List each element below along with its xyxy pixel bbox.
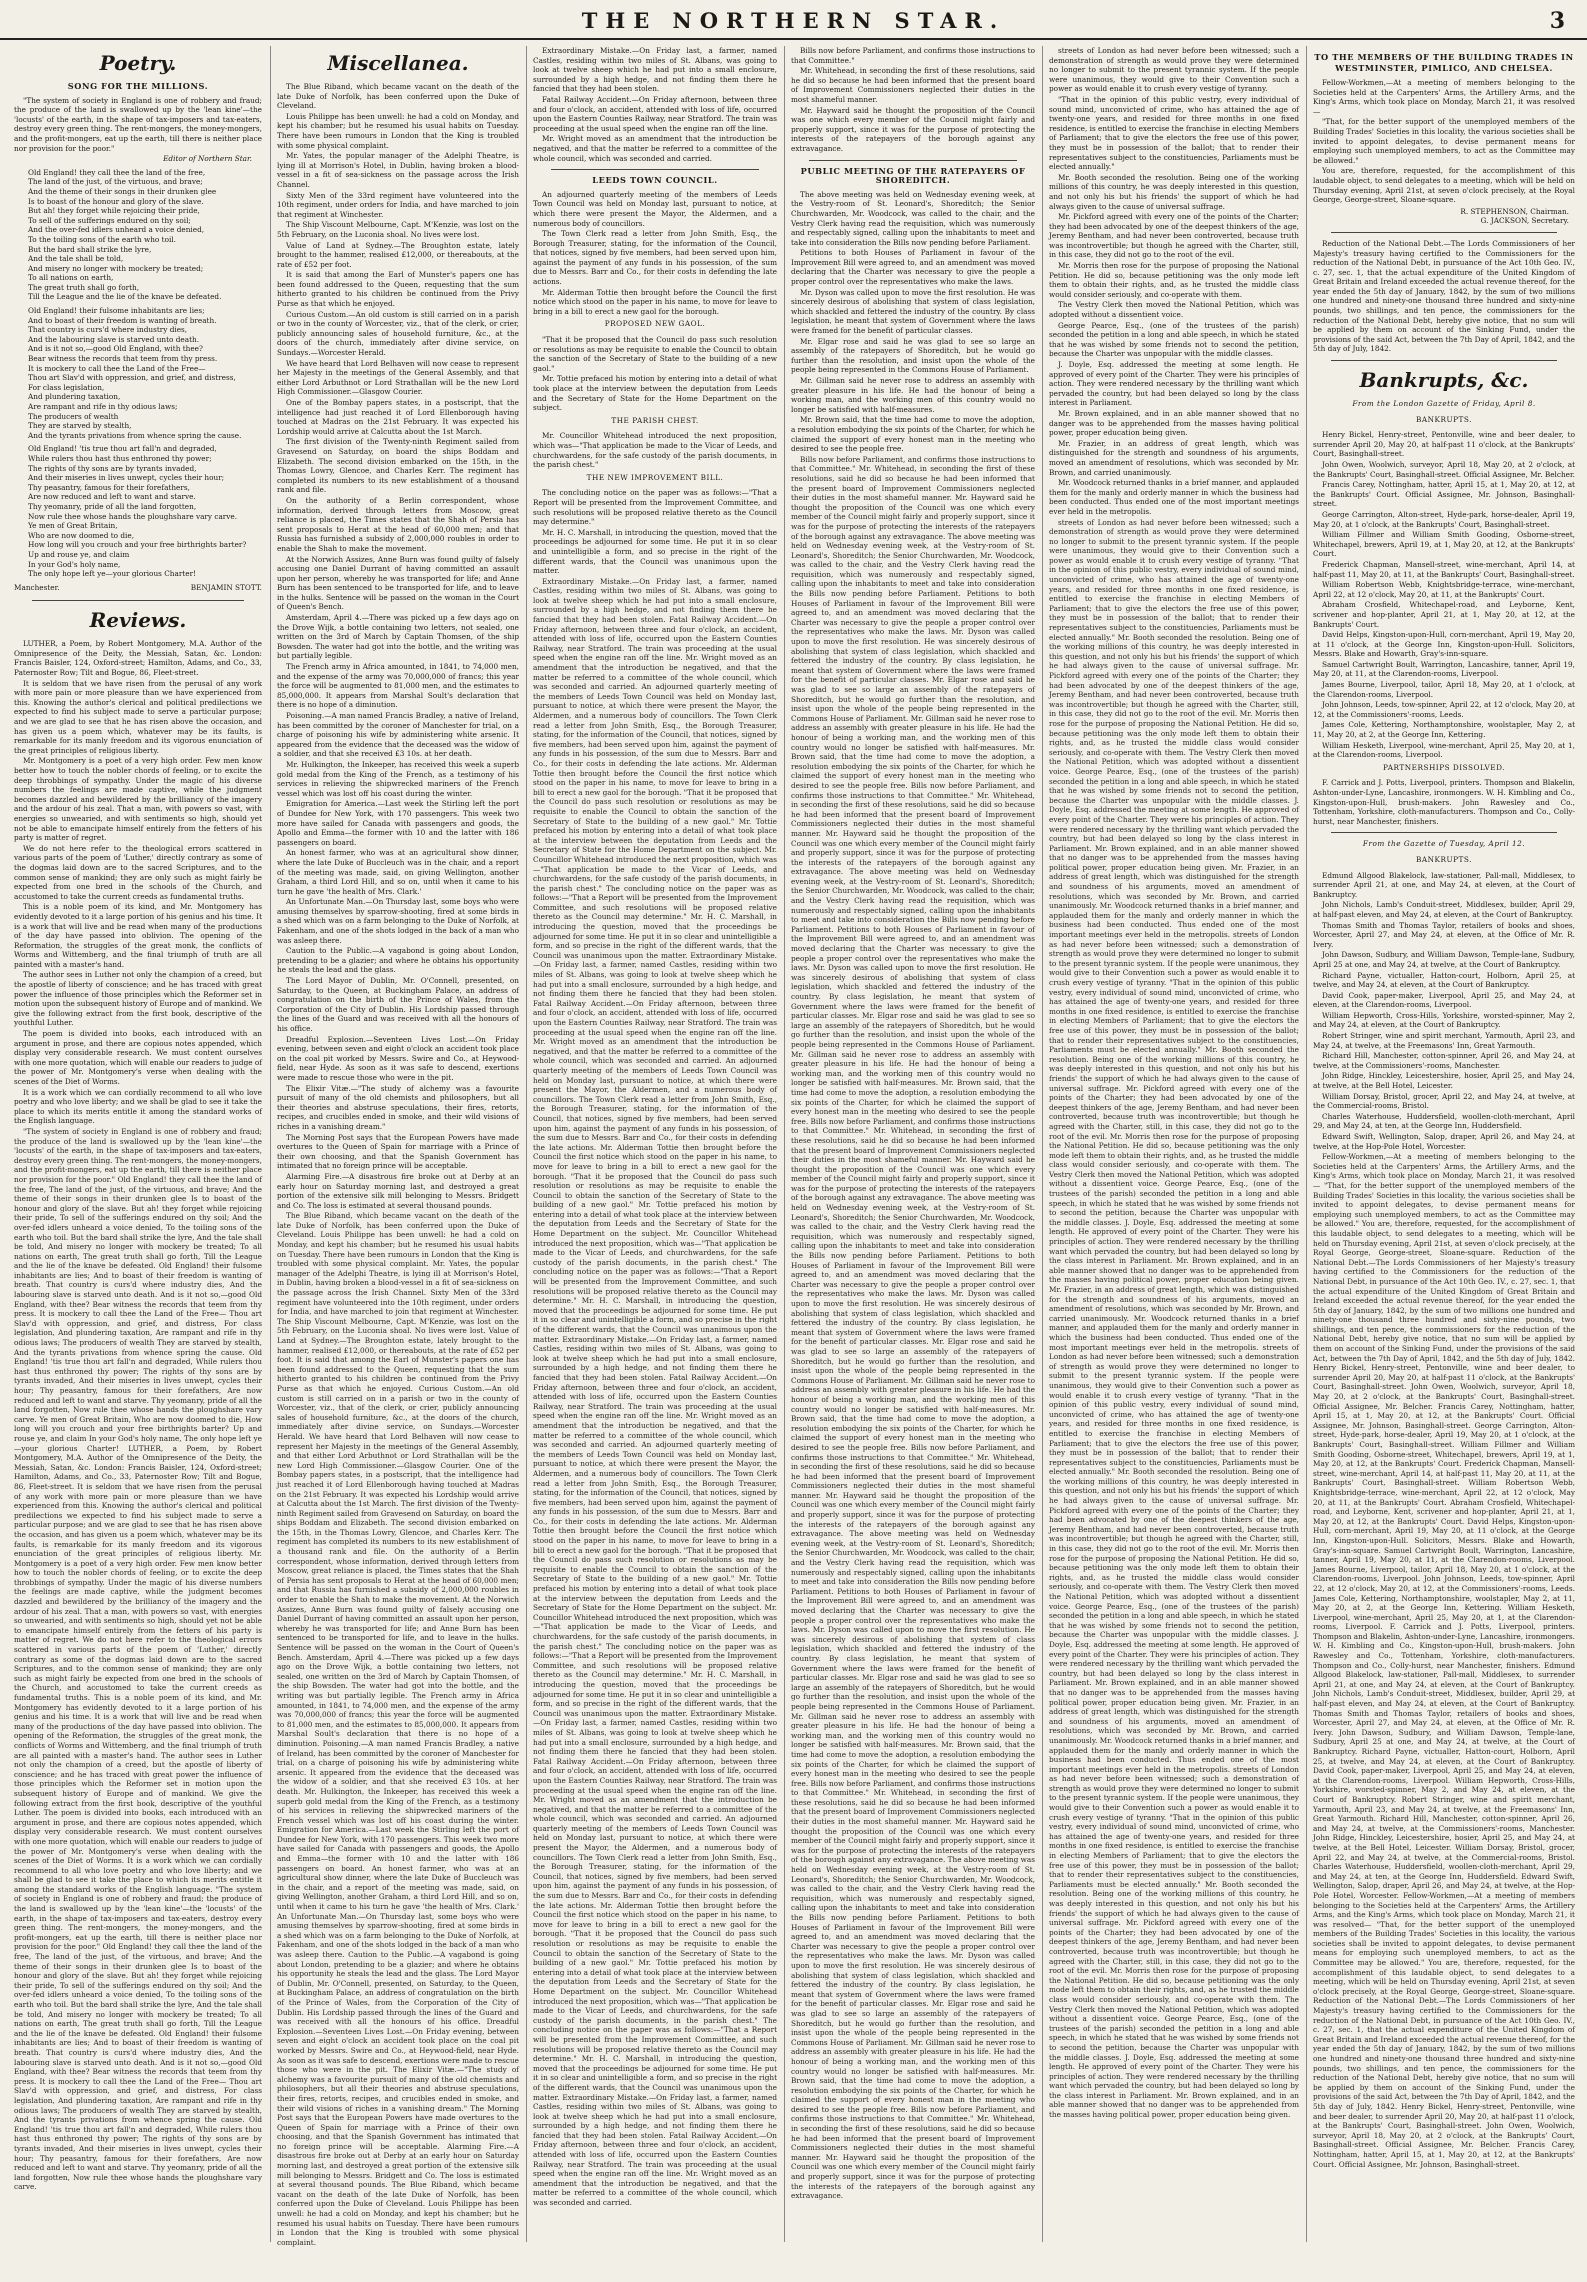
signature-name: BENJAMIN STOTT. <box>190 582 262 592</box>
meeting-paragraph: Mr. Gillman said he never rose to address an assembly with greater pleasure in his life. He had the honour of being a working man, and the working men of this country would no longer be satisfied with half-measures. <box>791 376 1035 414</box>
poem-line: The land of the just, of the virtuous, and brave; <box>28 177 203 187</box>
bankrupt-entry: Thomas Smith and Thomas Taylor, retailers of books and shoes, Worcester, April 27, and May 24, at eleven, at the Office of Mr. R. Ivery. <box>1313 920 1575 949</box>
bankrupt-entry: Abraham Crosfield, Whitechapel-road, and Leyborne, Kent, scrivener and hop-planter, April 21, at 1, May 20, at 12, at the Bankrupts' Court. <box>1313 600 1575 629</box>
bankrupt-entry: Robert Stringer, wine and spirit merchant, Yarmouth, April 23, and May 24, at twelve, at the Freemasons' Inn, Great Yarmouth. <box>1313 1031 1575 1050</box>
bankrupt-entry: Edward Swift, Wellington, Salop, draper, April 26, and May 24, at twelve, at the Hop-Pole Hotel, Worcester. <box>1313 1132 1575 1151</box>
bankrupt-entry: John Owen, Woolwich, surveyor, April 18, May 20, at 2 o'clock, at the Bankrupts' Court, Basinghall-street. Official Assignee, Mr. Belcher. <box>1313 460 1575 479</box>
poem-line: The great truth shall go forth, <box>28 282 140 292</box>
notice-paragraph: Fellow-Workmen,—At a meeting of members belonging to the Societies held at the Carpenters' Arms, the Artillery Arms, and the King's Arms, which took place on Monday, March 21, it was resolved— <box>1313 78 1575 116</box>
continued-text-block: Extraordinary Mistake.—On Friday last, a farmer, named Castles, residing within two miles of St. Albans, was going to look at twelve sheep which he had put into a small enclosure, surrounded by a high hedge, and not finding them there he fancied that they had been stolen. Fatal Railway Accident.—On Friday afternoon, between three and four o'clock, an accident, attended with loss of life, occurred upon the Eastern Counties Railway, near Stratford. The train was proceeding at the usual speed when the engine ran off the line. Mr. Wright moved as an amendment that the introduction be negatived, and that the matter be referred to a committee of the whole council, which was seconded and carried. An adjourned quarterly meeting of the members of Leeds Town Council was held on Monday last, pursuant to notice, at which there were present the Mayor, the Aldermen, and a numerous body of councillors. The Town Clerk read a letter from John Smith, Esq., the Borough Treasurer, stating, for the information of the Council, that notices, signed by five members, had been served upon him, against the payment of any funds in his possession, of the sum due to Messrs. Barr and Co., for their costs in defending the late actions. Mr. Alderman Tottie then brought before the Council the first notice which stood on the paper in his name, to move for leave to bring in a bill to erect a new gaol for the borough. "That it be proposed that the Council do pass such resolution or resolutions as may be requisite to enable the Council to obtain the sanction of the Secretary of State to the building of a new gaol." Mr. Tottie prefaced his motion by entering into a detail of what took place at the interview between the deputation from Leeds and the Secretary of State for the Home Department on the subject. Mr. Councillor Whitehead introduced the next proposition, which was—"That application be made to the Vicar of Leeds, and churchwardens, for the safe custody of the parish documents, in the parish chest." The concluding notice on the paper was as follows:—"That a Report will be presented from the Improvement Committee, and such resolutions will be proposed relative thereto as the Council may determine." Mr. H. C. Marshall, in introducing the question, moved that the proceedings be adjourned for some time. He put it in so clear and unintelligible a form, and so precise in the right of the different wards, that the Council was unanimous upon the matter. Extraordinary Mistake.—On Friday last, a farmer, named Castles, residing within two miles of St. Albans, was going to look at twelve sheep which he had put into a small enclosure, surrounded by a high hedge, and not finding them there he fancied that they had been stolen. Fatal Railway Accident.—On Friday afternoon, between three and four o'clock, an accident, attended with loss of life, occurred upon the Eastern Counties Railway, near Stratford. The train was proceeding at the usual speed when the engine ran off the line. Mr. Wright moved as an amendment that the introduction be negatived, and that the matter be referred to a committee of the whole council, which was seconded and carried. An adjourned quarterly meeting of the members of Leeds Town Council was held on Monday last, pursuant to notice, at which there were present the Mayor, the Aldermen, and a numerous body of councillors. The Town Clerk read a letter from John Smith, Esq., the Borough Treasurer, stating, for the information of the Council, that notices, signed by five members, had been served upon him, against the payment of any funds in his possession, of the sum due to Messrs. Barr and Co., for their costs in defending the late actions. Mr. Alderman Tottie then brought before the Council the first notice which stood on the paper in his name, to move for leave to bring in a bill to erect a new gaol for the borough. "That it be proposed that the Council do pass such resolution or resolutions as may be requisite to enable the Council to obtain the sanction of the Secretary of State to the building of a new gaol." Mr. Tottie prefaced his motion by entering into a detail of what took place at the interview between the deputation from Leeds and the Secretary of State for the Home Department on the subject. Mr. Councillor Whitehead introduced the next proposition, which was—"That application be made to the Vicar of Leeds, and churchwardens, for the safe custody of the parish documents, in the parish chest." The concluding notice on the paper was as follows:—"That a Report will be presented from the Improvement Committee, and such resolutions will be proposed relative thereto as the Council may determine." Mr. H. C. Marshall, in introducing the question, moved that the proceedings be adjourned for some time. He put it in so clear and unintelligible a form, and so precise in the right of the different wards, that the Council was unanimous upon the matter. Extraordinary Mistake.—On Friday last, a farmer, named Castles, residing within two miles of St. Albans, was going to look at twelve sheep which he had put into a small enclosure, surrounded by a high hedge, and not finding them there he fancied that they had been stolen. Fatal Railway Accident.—On Friday afternoon, between three and four o'clock, an accident, attended with loss of life, occurred upon the Eastern Counties Railway, near Stratford. The train was proceeding at the usual speed when the engine ran off the line. Mr. Wright moved as an amendment that the introduction be negatived, and that the matter be referred to a committee of the whole council, which was seconded and carried. An adjourned quarterly meeting of the members of Leeds Town Council was held on Monday last, pursuant to notice, at which there were present the Mayor, the Aldermen, and a numerous body of councillors. The Town Clerk read a letter from John Smith, Esq., the Borough Treasurer, stating, for the information of the Council, that notices, signed by five members, had been served upon him, against the payment of any funds in his possession, of the sum due to Messrs. Barr and Co., for their costs in defending the late actions. Mr. Alderman Tottie then brought before the Council the first notice which stood on the paper in his name, to move for leave to bring in a bill to erect a new gaol for the borough. "That it be proposed that the Council do pass such resolution or resolutions as may be requisite to enable the Council to obtain the sanction of the Secretary of State to the building of a new gaol." Mr. Tottie prefaced his motion by entering into a detail of what took place at the interview between the deputation from Leeds and the Secretary of State for the Home Department on the subject. Mr. Councillor Whitehead introduced the next proposition, which was—"That application be made to the Vicar of Leeds, and churchwardens, for the safe custody of the parish documents, in the parish chest." The concluding notice on the paper was as follows:—"That a Report will be presented from the Improvement Committee, and such resolutions will be proposed relative thereto as the Council may determine." Mr. H. C. Marshall, in introducing the question, moved that the proceedings be adjourned for some time. He put it in so clear and unintelligible a form, and so precise in the right of the different wards, that the Council was unanimous upon the matter. Extraordinary Mistake.—On Friday last, a farmer, named Castles, residing within two miles of St. Albans, was going to look at twelve sheep which he had put into a small enclosure, surrounded by a high hedge, and not finding them there he fancied that they had been stolen. Fatal Railway Accident.—On Friday afternoon, between three and four o'clock, an accident, attended with loss of life, occurred upon the Eastern Counties Railway, near Stratford. The train was proceeding at the usual speed when the engine ran off the line. Mr. Wright moved as an amendment that the introduction be negatived, and that the matter be referred to a committee of the whole council, which was seconded and carried. An adjourned quarterly meeting of the members of Leeds Town Council was held on Monday last, pursuant to notice, at which there were present the Mayor, the Aldermen, and a numerous body of councillors. The Town Clerk read a letter from John Smith, Esq., the Borough Treasurer, stating, for the information of the Council, that notices, signed by five members, had been served upon him, against the payment of any funds in his possession, of the sum due to Messrs. Barr and Co., for their costs in defending the late actions. Mr. Alderman Tottie then brought before the Council the first notice which stood on the paper in his name, to move for leave to bring in a bill to erect a new gaol for the borough. "That it be proposed that the Council do pass such resolution or resolutions as may be requisite to enable the Council to obtain the sanction of the Secretary of State to the building of a new gaol." Mr. Tottie prefaced his motion by entering into a detail of what took place at the interview between the deputation from Leeds and the Secretary of State for the Home Department on the subject. Mr. Councillor Whitehead introduced the next proposition, which was—"That application be made to the Vicar of Leeds, and churchwardens, for the safe custody of the parish documents, in the parish chest." The concluding notice on the paper was as follows:—"That a Report will be presented from the Improvement Committee, and such resolutions will be proposed relative thereto as the Council may determine." Mr. H. C. Marshall, in introducing the question, moved that the proceedings be adjourned for some time. He put it in so clear and unintelligible a form, and so precise in the right of the different wards, that the Council was unanimous upon the matter. Extraordinary Mistake.—On Friday last, a farmer, named Castles, residing within two miles of St. Albans, was going to look at twelve sheep which he had put into a small enclosure, surrounded by a high hedge, and not finding them there he fancied that they had been stolen. Fatal Railway Accident.—On Friday afternoon, between three and four o'clock, an accident, attended with loss of life, occurred upon the Eastern Counties Railway, near Stratford. The train was proceeding at the usual speed when the engine ran off the line. Mr. Wright moved as an amendment that the introduction be negatived, and that the matter be referred to a committee of the whole council, which was seconded and carried. <box>533 576 777 2208</box>
poem-title: SONG FOR THE MILLIONS. <box>67 81 209 91</box>
poem-line: And the tale shall be told, <box>28 254 124 264</box>
partnerships-dissolved: F. Carrick and J. Potts, Liverpool, printers. Thompson and Blakelin, Ashton-under-Lyne, Lancashire, ironmongers. W. H. Kimbling and Co., Kingston-upon-Hull, brush-makers. John Rawesley and Co., Tottenham, Yorkshire, cloth-manufacturers. Thompson and Co., Colly-hurst, near Manchester, finishers. <box>1313 778 1575 826</box>
miscellanea-item: The Lord Mayor of Dublin, Mr. O'Connell, presented, on Saturday, to the Queen, at Buckingham Palace, an address of congratulation on the birth of the Prince of Wales, from the Corporation of the City of Dublin. His Lordship passed through the lines of the Guard and was received with all the honours of his office. <box>277 976 519 1033</box>
gaol-paragraph: Mr. Tottie prefaced his motion by entering into a detail of what took place at the interview between the deputation from Leeds and the Secretary of State for the Home Department on the subject. <box>533 374 777 413</box>
miscellanea-item: Curious Custom.—An old custom is still carried on in a parish or two in the county of Worcester, viz., that of the clerk, or crier, publicly announcing sales of household furniture, &c., at the doors of the church, immediately after divine service, on Sundays.—Worcester Herald. <box>277 309 519 358</box>
poem-line: The producers of wealth <box>28 411 119 421</box>
poem-line: And misery no longer with mockery be treated; <box>28 263 204 273</box>
miscellanea-item: We have heard that Lord Belhaven will now cease to represent her Majesty in the meetings of the General Assembly, and that either Lord Arbuthnot or Lord Strathallan will be the new Lord High Commissioner.—Glasgow Courier. <box>277 358 519 397</box>
bankrupt-entry: William Robertson Webb, Knightsbridge-terrace, wine-merchant, April 22, at 12 o'clock, May 20, at 11, at the Bankrupts' Court. <box>1313 580 1575 599</box>
poem-line: And is it not so,—good Old England, with thee? <box>28 344 203 354</box>
heading-building-trades-notice: TO THE MEMBERS OF THE BUILDING TRADES IN WESTMINSTER, PIMLICO, AND CHELSEA. <box>1314 52 1574 73</box>
heading-new-improvement-bill: THE NEW IMPROVEMENT BILL. <box>586 472 724 482</box>
bankrupt-entry: Frederick Chapman, Mansell-street, wine-merchant, April 14, at half-past 11, May 20, at 11, at the Bankrupts' Court, Basinghall-street. <box>1313 559 1575 579</box>
poem-line: For class legislation, <box>28 382 105 392</box>
heading-leeds-town-council: LEEDS TOWN COUNCIL. <box>592 175 718 186</box>
news-paragraph: Mr. Whitehead, in seconding the first of these resolutions, said he did so because he had been informed that the present board of Improvement Commissioners neglected their duties in the most shameful manner. <box>791 66 1035 104</box>
column5-body <box>1049 46 1299 517</box>
review-paragraph: This is a noble poem of its kind, and Mr. Montgomery has evidently devoted to it a large portion of his genius and his time. It is a work that will live and be read when many of the productions of the day have passed into oblivion. The opening of the Reformation, the struggles of the great monk, the conflicts of Worms and Wittemberg, and the final triumph of truth are all painted with a master's hand. <box>14 902 262 969</box>
partnerships-label: PARTNERSHIPS DISSOLVED. <box>1383 762 1505 772</box>
bankrupt-entry: Richard Payne, victualler, Hatton-court, Holborn, April 25, at twelve, and May 24, at eleven, at the Court of Bankruptcy. <box>1313 970 1575 990</box>
bankrupt-entry: Henry Bickel, Henry-street, Pentonville, wine and beer dealer, to surrender April 20, May 20, at half-past 11 o'clock, at the Bankrupts' Court, Basinghall-street. <box>1313 430 1575 459</box>
miscellanea-item: At the Norwich Assizes, Anne Burn was found guilty of falsely accusing one Daniel Durrant of having committed an assault upon her person, whereby he was transported for life; and Anne Burn has been sentenced to be transported for life, and to leave in the hulks. Sentence will be passed on the woman in the Court of Queen's Bench. <box>277 554 519 612</box>
bankrupt-entry: Charles Waterhouse, Huddersfield, woollen-cloth-merchant, April 29, and May 24, at ten, at the George Inn, Huddersfield. <box>1313 1111 1575 1131</box>
column3-opening <box>533 46 777 163</box>
council-paragraph: Mr. Alderman Tottie then brought before the Council the first notice which stood on the paper in his name, to move for leave to bring in a bill to erect a new gaol for the borough. <box>533 287 777 316</box>
review-body <box>14 679 262 1126</box>
column-leeds-council <box>526 46 783 2242</box>
chest-paragraph: Mr. Councillor Whitehead introduced the next proposition, which was—"That application be made to the Vicar of Leeds, and churchwardens, for the safe custody of the parish documents, in the parish chest." <box>533 431 777 470</box>
bankrupt-entry: Richard Hill, Manchester, cotton-spinner, April 26, and May 24, at twelve, at the Commissioners'-rooms, Manchester. <box>1313 1051 1575 1070</box>
heading-parish-chest: THE PARISH CHEST. <box>611 415 699 425</box>
section-heading-poetry: Poetry. <box>99 51 177 75</box>
heading-shoreditch-meeting: PUBLIC MEETING OF THE RATEPAYERS OF SHOREDITCH. <box>800 165 1026 186</box>
poem-line: Bear witness the records that teem from thy press. <box>28 354 218 364</box>
bankrupts-list <box>1313 430 1575 760</box>
poem-line: And to boast of their freedom is wanting of breath. <box>28 315 217 325</box>
column-poetry-reviews <box>14 46 268 2242</box>
meeting-paragraph: J. Doyle, Esq. addressed the meeting at some length. He approved of every point of the Charter. They were his principles of action. They were rendered necessary by the thrilling want which pervaded the country, but had been delayed so long by the class interest in Parliament. <box>1049 360 1299 408</box>
review-paragraph: The author sees in Luther not only the champion of a creed, but the apostle of liberty of conscience; and he has traced with great power the influence of those principles which the Reformer set in motion upon the subsequent history of Europe and of mankind. We give the following extract from the first book, descriptive of the youthful Luther. <box>14 970 262 1028</box>
council-body <box>533 190 777 317</box>
miscellanea-item: The Elixir Vitæ.—"The study of alchemy was a favourite pursuit of many of the old chemists and philosophers, but all their theories and abstruse speculations, their fires, retorts, recipes, and crucibles ended in smoke, and their wild visions of riches in a vanishing dream." <box>277 1083 519 1131</box>
review-paragraph: It is seldom that we have risen from the perusal of any work with more pain or more pleasure than we have experienced from this. Knowing the author's clerical and political predilections we expected to find his subject made to serve a particular purpose; and we are glad to see that he has risen above the occasion, and has given us a poem which, whatever may be its faults, is remarkable for its manly freedom and its vigorous enunciation of the great principles of religious liberty. <box>14 678 262 755</box>
continued-text-block: streets of London as had never before been witnessed; such a demonstration of strength as would prove they were determined no longer to submit to the present tyrannic system. If the people were unanimous, they would give to their Convention such a power as would enable it to crush every vestige of tyranny. "That in the opinion of this public vestry, every individual of sound mind, unconvicted of crime, who has attained the age of twenty-one years, and resided for three months in one fixed residence, is entitled to exercise the franchise in electing Members of Parliament; that to give the electors the free use of this power, they must be in possession of the ballot; that to render their representatives subject to the constituencies, Parliaments must be elected annually." Mr. Booth seconded the resolution. Being one of the working millions of this country, he was deeply interested in this question, and not only his but his friends' the support of which he had always given to the cause of universal suffrage. Mr. Pickford agreed with every one of the points of the Charter; they had been advocated by one of the deepest thinkers of the age, Jeremy Bentham, and had never been controverted, because truth was incontrovertible; but though he agreed with the Charter, still, in this case, they did not go to the root of the evil. Mr. Morris then rose for the purpose of proposing the National Petition. He did so, because petitioning was the only mode left them to obtain their rights, and, as he trusted the middle class would consider seriously, and co-operate with them. The Vestry Clerk then moved the National Petition, which was adopted without a dissentient voice. George Pearce, Esq., (one of the trustees of the parish) seconded the petition in a long and able speech, in which he stated that he was wished by some friends not to second the petition, because the Charter was unpopular with the middle classes. J. Doyle, Esq. addressed the meeting at some length. He approved of every point of the Charter. They were his principles of action. They were rendered necessary by the thrilling want which pervaded the country, but had been delayed so long by the class interest in Parliament. Mr. Brown explained, and in an able manner showed that no danger was to be apprehended from the masses having political power, proper education being given. Mr. Frazier, in an address of great length, which was distinguished for the strength and soundness of his arguments, moved an amendment of resolutions, which was seconded by Mr. Brown, and carried unanimously. Mr. Woodcock returned thanks in a brief manner, and applauded them for the manly and orderly manner in which the business had been conducted. Thus ended one of the most important meetings ever held in the metropolis. streets of London as had never before been witnessed; such a demonstration of strength as would prove they were determined no longer to submit to the present tyrannic system. If the people were unanimous, they would give to their Convention such a power as would enable it to crush every vestige of tyranny. "That in the opinion of this public vestry, every individual of sound mind, unconvicted of crime, who has attained the age of twenty-one years, and resided for three months in one fixed residence, is entitled to exercise the franchise in electing Members of Parliament; that to give the electors the free use of this power, they must be in possession of the ballot; that to render their representatives subject to the constituencies, Parliaments must be elected annually." Mr. Booth seconded the resolution. Being one of the working millions of this country, he was deeply interested in this question, and not only his but his friends' the support of which he had always given to the cause of universal suffrage. Mr. Pickford agreed with every one of the points of the Charter; they had been advocated by one of the deepest thinkers of the age, Jeremy Bentham, and had never been controverted, because truth was incontrovertible; but though he agreed with the Charter, still, in this case, they did not go to the root of the evil. Mr. Morris then rose for the purpose of proposing the National Petition. He did so, because petitioning was the only mode left them to obtain their rights, and, as he trusted the middle class would consider seriously, and co-operate with them. The Vestry Clerk then moved the National Petition, which was adopted without a dissentient voice. George Pearce, Esq., (one of the trustees of the parish) seconded the petition in a long and able speech, in which he stated that he was wished by some friends not to second the petition, because the Charter was unpopular with the middle classes. J. Doyle, Esq. addressed the meeting at some length. He approved of every point of the Charter. They were his principles of action. They were rendered necessary by the thrilling want which pervaded the country, but had been delayed so long by the class interest in Parliament. Mr. Brown explained, and in an able manner showed that no danger was to be apprehended from the masses having political power, proper education being given. Mr. Frazier, in an address of great length, which was distinguished for the strength and soundness of his arguments, moved an amendment of resolutions, which was seconded by Mr. Brown, and carried unanimously. Mr. Woodcock returned thanks in a brief manner, and applauded them for the manly and orderly manner in which the business had been conducted. Thus ended one of the most important meetings ever held in the metropolis. streets of London as had never before been witnessed; such a demonstration of strength as would prove they were determined no longer to submit to the present tyrannic system. If the people were unanimous, they would give to their Convention such a power as would enable it to crush every vestige of tyranny. "That in the opinion of this public vestry, every individual of sound mind, unconvicted of crime, who has attained the age of twenty-one years, and resided for three months in one fixed residence, is entitled to exercise the franchise in electing Members of Parliament; that to give the electors the free use of this power, they must be in possession of the ballot; that to render their representatives subject to the constituencies, Parliaments must be elected annually." Mr. Booth seconded the resolution. Being one of the working millions of this country, he was deeply interested in this question, and not only his but his friends' the support of which he had always given to the cause of universal suffrage. Mr. Pickford agreed with every one of the points of the Charter; they had been advocated by one of the deepest thinkers of the age, Jeremy Bentham, and had never been controverted, because truth was incontrovertible; but though he agreed with the Charter, still, in this case, they did not go to the root of the evil. Mr. Morris then rose for the purpose of proposing the National Petition. He did so, because petitioning was the only mode left them to obtain their rights, and, as he trusted the middle class would consider seriously, and co-operate with them. The Vestry Clerk then moved the National Petition, which was adopted without a dissentient voice. George Pearce, Esq., (one of the trustees of the parish) seconded the petition in a long and able speech, in which he stated that he was wished by some friends not to second the petition, because the Charter was unpopular with the middle classes. J. Doyle, Esq. addressed the meeting at some length. He approved of every point of the Charter. They were his principles of action. They were rendered necessary by the thrilling want which pervaded the country, but had been delayed so long by the class interest in Parliament. Mr. Brown explained, and in an able manner showed that no danger was to be apprehended from the masses having political power, proper education being given. Mr. Frazier, in an address of great length, which was distinguished for the strength and soundness of his arguments, moved an amendment of resolutions, which was seconded by Mr. Brown, and carried unanimously. Mr. Woodcock returned thanks in a brief manner, and applauded them for the manly and orderly manner in which the business had been conducted. Thus ended one of the most important meetings ever held in the metropolis. streets of London as had never before been witnessed; such a demonstration of strength as would prove they were determined no longer to submit to the present tyrannic system. If the people were unanimous, they would give to their Convention such a power as would enable it to crush every vestige of tyranny. "That in the opinion of this public vestry, every individual of sound mind, unconvicted of crime, who has attained the age of twenty-one years, and resided for three months in one fixed residence, is entitled to exercise the franchise in electing Members of Parliament; that to give the electors the free use of this power, they must be in possession of the ballot; that to render their representatives subject to the constituencies, Parliaments must be elected annually." Mr. Booth seconded the resolution. Being one of the working millions of this country, he was deeply interested in this question, and not only his but his friends' the support of which he had always given to the cause of universal suffrage. Mr. Pickford agreed with every one of the points of the Charter; they had been advocated by one of the deepest thinkers of the age, Jeremy Bentham, and had never been controverted, because truth was incontrovertible; but though he agreed with the Charter, still, in this case, they did not go to the root of the evil. Mr. Morris then rose for the purpose of proposing the National Petition. He did so, because petitioning was the only mode left them to obtain their rights, and, as he trusted the middle class would consider seriously, and co-operate with them. The Vestry Clerk then moved the National Petition, which was adopted without a dissentient voice. George Pearce, Esq., (one of the trustees of the parish) seconded the petition in a long and able speech, in which he stated that he was wished by some friends not to second the petition, because the Charter was unpopular with the middle classes. J. Doyle, Esq. addressed the meeting at some length. He approved of every point of the Charter. They were his principles of action. They were rendered necessary by the thrilling want which pervaded the country, but had been delayed so long by the class interest in Parliament. Mr. Brown explained, and in an able manner showed that no danger was to be apprehended from the masses having political power, proper education being given. <box>1049 517 1299 2120</box>
poem-line: And plundering taxation, <box>28 392 121 402</box>
continued-text-block: Bills now before Parliament, and confirms those instructions to that Committee." Mr. Whitehead, in seconding the first of these resolutions, said he did so because he had been informed that the present board of Improvement Commissioners neglected their duties in the most shameful manner. Mr. Hayward said he thought the proposition of the Council was one which every member of the Council might fairly and properly support, since it was for the purpose of protecting the interests of the ratepayers of the borough against any extravagance. The above meeting was held on Wednesday evening week, at the Vestry-room of St. Leonard's, Shoreditch; the Senior Churchwarden, Mr. Woodcock, was called to the chair, and the Vestry Clerk having read the requisition, which was numerously and respectably signed, calling upon the inhabitants to meet and take into consideration the Bills now pending before Parliament. Petitions to both Houses of Parliament in favour of the Improvement Bill were agreed to, and an amendment was moved declaring that the Charter was necessary to give the people a proper control over the representatives who make the laws. Mr. Dyson was called upon to move the first resolution. He was sincerely desirous of abolishing that system of class legislation, which shackled and fettered the industry of the country. By class legislation, he meant that system of Government where the laws were framed for the benefit of particular classes. Mr. Elgar rose and said he was glad to see so large an assembly of the ratepayers of Shoreditch, but he would go further than the resolution, and insist upon the whole of the people being represented in the Commons House of Parliament. Mr. Gillman said he never rose to address an assembly with greater pleasure in his life. He had the honour of being a working man, and the working men of this country would no longer be satisfied with half-measures. Mr. Brown said, that the time had come to move the adoption, a resolution embodying the six points of the Charter, for which he claimed the support of every honest man in the meeting who desired to see the people free. Bills now before Parliament, and confirms those instructions to that Committee." Mr. Whitehead, in seconding the first of these resolutions, said he did so because he had been informed that the present board of Improvement Commissioners neglected their duties in the most shameful manner. Mr. Hayward said he thought the proposition of the Council was one which every member of the Council might fairly and properly support, since it was for the purpose of protecting the interests of the ratepayers of the borough against any extravagance. The above meeting was held on Wednesday evening week, at the Vestry-room of St. Leonard's, Shoreditch; the Senior Churchwarden, Mr. Woodcock, was called to the chair, and the Vestry Clerk having read the requisition, which was numerously and respectably signed, calling upon the inhabitants to meet and take into consideration the Bills now pending before Parliament. Petitions to both Houses of Parliament in favour of the Improvement Bill were agreed to, and an amendment was moved declaring that the Charter was necessary to give the people a proper control over the representatives who make the laws. Mr. Dyson was called upon to move the first resolution. He was sincerely desirous of abolishing that system of class legislation, which shackled and fettered the industry of the country. By class legislation, he meant that system of Government where the laws were framed for the benefit of particular classes. Mr. Elgar rose and said he was glad to see so large an assembly of the ratepayers of Shoreditch, but he would go further than the resolution, and insist upon the whole of the people being represented in the Commons House of Parliament. Mr. Gillman said he never rose to address an assembly with greater pleasure in his life. He had the honour of being a working man, and the working men of this country would no longer be satisfied with half-measures. Mr. Brown said, that the time had come to move the adoption, a resolution embodying the six points of the Charter, for which he claimed the support of every honest man in the meeting who desired to see the people free. Bills now before Parliament, and confirms those instructions to that Committee." Mr. Whitehead, in seconding the first of these resolutions, said he did so because he had been informed that the present board of Improvement Commissioners neglected their duties in the most shameful manner. Mr. Hayward said he thought the proposition of the Council was one which every member of the Council might fairly and properly support, since it was for the purpose of protecting the interests of the ratepayers of the borough against any extravagance. The above meeting was held on Wednesday evening week, at the Vestry-room of St. Leonard's, Shoreditch; the Senior Churchwarden, Mr. Woodcock, was called to the chair, and the Vestry Clerk having read the requisition, which was numerously and respectably signed, calling upon the inhabitants to meet and take into consideration the Bills now pending before Parliament. Petitions to both Houses of Parliament in favour of the Improvement Bill were agreed to, and an amendment was moved declaring that the Charter was necessary to give the people a proper control over the representatives who make the laws. Mr. Dyson was called upon to move the first resolution. He was sincerely desirous of abolishing that system of class legislation, which shackled and fettered the industry of the country. By class legislation, he meant that system of Government where the laws were framed for the benefit of particular classes. Mr. Elgar rose and said he was glad to see so large an assembly of the ratepayers of Shoreditch, but he would go further than the resolution, and insist upon the whole of the people being represented in the Commons House of Parliament. Mr. Gillman said he never rose to address an assembly with greater pleasure in his life. He had the honour of being a working man, and the working men of this country would no longer be satisfied with half-measures. Mr. Brown said, that the time had come to move the adoption, a resolution embodying the six points of the Charter, for which he claimed the support of every honest man in the meeting who desired to see the people free. Bills now before Parliament, and confirms those instructions to that Committee." Mr. Whitehead, in seconding the first of these resolutions, said he did so because he had been informed that the present board of Improvement Commissioners neglected their duties in the most shameful manner. Mr. Hayward said he thought the proposition of the Council was one which every member of the Council might fairly and properly support, since it was for the purpose of protecting the interests of the ratepayers of the borough against any extravagance. The above meeting was held on Wednesday evening week, at the Vestry-room of St. Leonard's, Shoreditch; the Senior Churchwarden, Mr. Woodcock, was called to the chair, and the Vestry Clerk having read the requisition, which was numerously and respectably signed, calling upon the inhabitants to meet and take into consideration the Bills now pending before Parliament. Petitions to both Houses of Parliament in favour of the Improvement Bill were agreed to, and an amendment was moved declaring that the Charter was necessary to give the people a proper control over the representatives who make the laws. Mr. Dyson was called upon to move the first resolution. He was sincerely desirous of abolishing that system of class legislation, which shackled and fettered the industry of the country. By class legislation, he meant that system of Government where the laws were framed for the benefit of particular classes. Mr. Elgar rose and said he was glad to see so large an assembly of the ratepayers of Shoreditch, but he would go further than the resolution, and insist upon the whole of the people being represented in the Commons House of Parliament. Mr. Gillman said he never rose to address an assembly with greater pleasure in his life. He had the honour of being a working man, and the working men of this country would no longer be satisfied with half-measures. Mr. Brown said, that the time had come to move the adoption, a resolution embodying the six points of the Charter, for which he claimed the support of every honest man in the meeting who desired to see the people free. Bills now before Parliament, and confirms those instructions to that Committee." Mr. Whitehead, in seconding the first of these resolutions, said he did so because he had been informed that the present board of Improvement Commissioners neglected their duties in the most shameful manner. Mr. Hayward said he thought the proposition of the Council was one which every member of the Council might fairly and properly support, since it was for the purpose of protecting the interests of the ratepayers of the borough against any extravagance. The above meeting was held on Wednesday evening week, at the Vestry-room of St. Leonard's, Shoreditch; the Senior Churchwarden, Mr. Woodcock, was called to the chair, and the Vestry Clerk having read the requisition, which was numerously and respectably signed, calling upon the inhabitants to meet and take into consideration the Bills now pending before Parliament. Petitions to both Houses of Parliament in favour of the Improvement Bill were agreed to, and an amendment was moved declaring that the Charter was necessary to give the people a proper control over the representatives who make the laws. Mr. Dyson was called upon to move the first resolution. He was sincerely desirous of abolishing that system of class legislation, which shackled and fettered the industry of the country. By class legislation, he meant that system of Government where the laws were framed for the benefit of particular classes. Mr. Elgar rose and said he was glad to see so large an assembly of the ratepayers of Shoreditch, but he would go further than the resolution, and insist upon the whole of the people being represented in the Commons House of Parliament. Mr. Gillman said he never rose to address an assembly with greater pleasure in his life. He had the honour of being a working man, and the working men of this country would no longer be satisfied with half-measures. Mr. Brown said, that the time had come to move the adoption, a resolution embodying the six points of the Charter, for which he claimed the support of every honest man in the meeting who desired to see the people free. Bills now before Parliament, and confirms those instructions to that Committee." Mr. Whitehead, in seconding the first of these resolutions, said he did so because he had been informed that the present board of Improvement Commissioners neglected their duties in the most shameful manner. Mr. Hayward said he thought the proposition of the Council was one which every member of the Council might fairly and properly support, since it was for the purpose of protecting the interests of the ratepayers of the borough against any extravagance. <box>791 454 1035 2201</box>
news-paragraph: Bills now before Parliament, and confirms those instructions to that Committee." <box>791 46 1035 65</box>
bankrupt-entry: Francis Carey, Nottingham, hatter, April 15, at 1, May 20, at 12, at the Bankrupts' Court. Official Assignee, Mr. Johnson, Basinghall-street. <box>1313 480 1575 509</box>
bankrupt-entry: David Helps, Kingston-upon-Hull, corn-merchant, April 19, May 20, at 11 o'clock, at the George Inn, Kingston-upon-Hull. Solicitors, Messrs. Blake and Howarth, Gray's-inn-square. <box>1313 630 1575 659</box>
poem-line: Thy yeomanry, pride of all the land forgotten, <box>28 501 197 511</box>
bankrupt-entry: William Fillmer and William Smith Gooding, Osborne-street, Whitechapel, brewers, April 19, at 1, May 20, at 12, at the Bankrupts' Court. <box>1313 530 1575 559</box>
poem-line: Are now reduced and left to want and starve. <box>28 492 196 502</box>
news-paragraph: Mr. Wright moved as an amendment that the introduction be negatived, and that the matter be referred to a committee of the whole council, which was seconded and carried. <box>533 134 777 163</box>
columns <box>14 46 1575 2247</box>
poem-line: In your God's holy name, <box>28 559 121 569</box>
miscellanea-item: On the authority of a Berlin correspondent, whose information, derived through letters from Moscow, great reliance is placed, the Times states that the Shah of Persia has sent proposals to Herat at the head of 60,000 men; and that Russia has furnished a subsidy of 2,000,000 roubles in order to enable the Shah to make the movement. <box>277 495 519 553</box>
improvement-paragraph: The concluding notice on the paper was as follows:—"That a Report will be presented from the Improvement Committee, and such resolutions will be proposed relative thereto as the Council may determine." <box>533 488 777 527</box>
gazette-tuesday: From the Gazette of Tuesday, April 12. <box>1362 839 1526 849</box>
poem-line: Ye men of Great Britain, <box>28 521 118 531</box>
meeting-paragraph: Petitions to both Houses of Parliament in favour of the Improvement Bill were agreed to, and an amendment was moved declaring that the Charter was necessary to give the people a proper control over the representatives who make the laws. <box>791 248 1035 287</box>
poem-line: The only hope left ye—your glorious Charter! <box>28 569 197 579</box>
meeting-paragraph: Mr. Booth seconded the resolution. Being one of the working millions of this country, he was deeply interested in this question, and not only his but his friends' the support of which he had always given to the cause of universal suffrage. <box>1049 172 1299 211</box>
bankrupt-entry: John Ridge, Hinckley, Leicestershire, hosier, April 25, and May 24, at twelve, at the Bell Hotel, Leicester. <box>1313 1071 1575 1091</box>
national-debt-notice: Reduction of the National Debt.—The Lords Commissioners of her Majesty's treasury having certified to the Commissioners for the reduction of the National Debt, in pursuance of the Act 10th Geo. IV., c. 27, sec. 1, that the actual expenditure of the United Kingdom of Great Britain and Ireland exceeded the actual revenue thereof, for the year ended the 5th day of January, 1842, by the sum of two millions one hundred and ninety-one thousand three hundred and sixty-nine pounds, two shillings, and ten pence, the commissioners for the reduction of the National Debt, hereby give notice, that no sum will be applied by them on account of the Sinking Fund, under the provisions of the said Act, between the 7th Day of April, 1842, and the 5th day of July, 1842. <box>1313 238 1575 354</box>
poem-line: That country is curs'd where industry dies, <box>28 325 188 335</box>
poem-line: Up and rouse ye, and claim <box>28 549 130 559</box>
miscellanea-item: Amsterdam, April 4.—There was picked up a few days ago on the Drove Wijk, a bottle containing two letters, not sealed, one written on the 3rd of March by Captain Thomsen, of the ship Bowsden. The water had got into the bottle, and the writing was but partially legible. <box>277 613 519 661</box>
bankrupt-entry: James Bourne, Liverpool, tailor, April 18, May 20, at 1 o'clock, at the Clarendon-rooms, Liverpool. <box>1313 680 1575 699</box>
poem-epigraph: "The system of society in England is one of robbery and fraud; the produce of the land is swallowed up by the 'lean kine'—the 'locusts' of the earth, in the shape of tax-imposers and tax-eaters, destroy every green thing. The rent-mongers, the money-mongers, and the profit-mongers, eat up the earth, till there is neither place nor provision for the poor." <box>14 95 262 153</box>
miscellanea-item: Mr. Hulkington, the Inkeeper, has received this week a superb gold medal from the King of the French, as a testimony of his services in relieving the shipwrecked mariners of the French vessel which was lost off his coast during the winter. <box>277 759 519 798</box>
meeting-paragraph: The Vestry Clerk then moved the National Petition, which was adopted without a dissentient voice. <box>1049 300 1299 320</box>
divider <box>809 160 1017 161</box>
bankrupt-entry: John Johnson, Leeds, tow-spinner, April 22, at 12 o'clock, May 20, at 12, at the Commissioners'-rooms, Leeds. <box>1313 700 1575 719</box>
section-heading-miscellanea: Miscellanea. <box>327 51 469 75</box>
miscellanea-item: The French army in Africa amounted, in 1841, to 74,000 men, and the expense of the army was 70,000,000 of francs; this year the force will be augmented to 81,000 men, and the estimates to 85,000,000. It appears from Marshal Soult's declaration that there is no hope of a diminution. <box>277 662 519 710</box>
continued-text-block: Fellow-Workmen,—At a meeting of members belonging to the Societies held at the Carpenters' Arms, the Artillery Arms, and the King's Arms, which took place on Monday, March 21, it was resolved— "That, for the better support of the unemployed members of the Building Trades' Societies in this locality, the various societies shall be invited to appoint delegates, to devise permanent means for employing such unemployed members, to act as the Committee may be allowed." You are, therefore, requested, for the accomplishment of this laudable object, to send delegates to a meeting, which will be held on Thursday evening, April 21st, at seven o'clock precisely, at the Royal George, George-street, Sloane-square. Reduction of the National Debt.—The Lords Commissioners of her Majesty's treasury having certified to the Commissioners for the reduction of the National Debt, in pursuance of the Act 10th Geo. IV., c. 27, sec. 1, that the actual expenditure of the United Kingdom of Great Britain and Ireland exceeded the actual revenue thereof, for the year ended the 5th day of January, 1842, by the sum of two millions one hundred and ninety-one thousand three hundred and sixty-nine pounds, two shillings, and ten pence, the commissioners for the reduction of the National Debt, hereby give notice, that no sum will be applied by them on account of the Sinking Fund, under the provisions of the said Act, between the 7th Day of April, 1842, and the 5th day of July, 1842. Henry Bickel, Henry-street, Pentonville, wine and beer dealer, to surrender April 20, May 20, at half-past 11 o'clock, at the Bankrupts' Court, Basinghall-street. John Owen, Woolwich, surveyor, April 18, May 20, at 2 o'clock, at the Bankrupts' Court, Basinghall-street. Official Assignee, Mr. Belcher. Francis Carey, Nottingham, hatter, April 15, at 1, May 20, at 12, at the Bankrupts' Court. Official Assignee, Mr. Johnson, Basinghall-street. George Carrington, Alton-street, Hyde-park, horse-dealer, April 19, May 20, at 1 o'clock, at the Bankrupts' Court, Basinghall-street. William Fillmer and William Smith Gooding, Osborne-street, Whitechapel, brewers, April 19, at 1, May 20, at 12, at the Bankrupts' Court. Frederick Chapman, Mansell-street, wine-merchant, April 14, at half-past 11, May 20, at 11, at the Bankrupts' Court, Basinghall-street. William Robertson Webb, Knightsbridge-terrace, wine-merchant, April 22, at 12 o'clock, May 20, at 11, at the Bankrupts' Court. Abraham Crosfield, Whitechapel-road, and Leyborne, Kent, scrivener and hop-planter, April 21, at 1, May 20, at 12, at the Bankrupts' Court. David Helps, Kingston-upon-Hull, corn-merchant, April 19, May 20, at 11 o'clock, at the George Inn, Kingston-upon-Hull. Solicitors, Messrs. Blake and Howarth, Gray's-inn-square. Samuel Cartwright Boult, Warrington, Lancashire, tanner, April 19, May 20, at 11, at the Clarendon-rooms, Liverpool. James Bourne, Liverpool, tailor, April 18, May 20, at 1 o'clock, at the Clarendon-rooms, Liverpool. John Johnson, Leeds, tow-spinner, April 22, at 12 o'clock, May 20, at 12, at the Commissioners'-rooms, Leeds. James Cole, Kettering, Northamptonshire, woolstapler, May 2, at 11, May 20, at 2, at the George Inn, Kettering. William Hesketh, Liverpool, wine-merchant, April 25, May 20, at 1, at the Clarendon-rooms, Liverpool. F. Carrick and J. Potts, Liverpool, printers. Thompson and Blakelin, Ashton-under-Lyne, Lancashire, ironmongers. W. H. Kimbling and Co., Kingston-upon-Hull, brush-makers. John Rawesley and Co., Tottenham, Yorkshire, cloth-manufacturers. Thompson and Co., Colly-hurst, near Manchester, finishers. Edmund Allgood Blakelock, law-stationer, Pall-mall, Middlesex, to surrender April 21, at one, and May 24, at eleven, at the Court of Bankruptcy. John Nichols, Lamb's Conduit-street, Middlesex, builder, April 29, at half-past eleven, and May 24, at eleven, at the Court of Bankruptcy. Thomas Smith and Thomas Taylor, retailers of books and shoes, Worcester, April 27, and May 24, at eleven, at the Office of Mr. R. Ivery. John Dawson, Sudbury, and William Dawson, Temple-lane, Sudbury, April 25 at one, and May 24, at twelve, at the Court of Bankruptcy. Richard Payne, victualler, Hatton-court, Holborn, April 25, at twelve, and May 24, at eleven, at the Court of Bankruptcy. David Cook, paper-maker, Liverpool, April 25, and May 24, at eleven, at the Clarendon-rooms, Liverpool. William Hepworth, Cross-Hills, Yorkshire, worsted-spinner, May 2, and May 24, at eleven, at the Court of Bankruptcy. Robert Stringer, wine and spirit merchant, Yarmouth, April 23, and May 24, at twelve, at the Freemasons' Inn, Great Yarmouth. Richard Hill, Manchester, cotton-spinner, April 26, and May 24, at twelve, at the Commissioners'-rooms, Manchester. John Ridge, Hinckley, Leicestershire, hosier, April 25, and May 24, at twelve, at the Bell Hotel, Leicester. William Dorsay, Bristol, grocer, April 22, and May 24, at twelve, at the Commercial-rooms, Bristol. Charles Waterhouse, Huddersfield, woollen-cloth-merchant, April 29, and May 24, at ten, at the George Inn, Huddersfield. Edward Swift, Wellington, Salop, draper, April 26, and May 24, at twelve, at the Hop-Pole Hotel, Worcester. Fellow-Workmen,—At a meeting of members belonging to the Societies held at the Carpenters' Arms, the Artillery Arms, and the King's Arms, which took place on Monday, March 21, it was resolved— "That, for the better support of the unemployed members of the Building Trades' Societies in this locality, the various societies shall be invited to appoint delegates, to devise permanent means for employing such unemployed members, to act as the Committee may be allowed." You are, therefore, requested, for the accomplishment of this laudable object, to send delegates to a meeting, which will be held on Thursday evening, April 21st, at seven o'clock precisely, at the Royal George, George-street, Sloane-square. Reduction of the National Debt.—The Lords Commissioners of her Majesty's treasury having certified to the Commissioners for the reduction of the National Debt, in pursuance of the Act 10th Geo. IV., c. 27, sec. 1, that the actual expenditure of the United Kingdom of Great Britain and Ireland exceeded the actual revenue thereof, for the year ended the 5th day of January, 1842, by the sum of two millions one hundred and ninety-one thousand three hundred and sixty-nine pounds, two shillings, and ten pence, the commissioners for the reduction of the National Debt, hereby give notice, that no sum will be applied by them on account of the Sinking Fund, under the provisions of the said Act, between the 7th Day of April, 1842, and the 5th day of July, 1842. Henry Bickel, Henry-street, Pentonville, wine and beer dealer, to surrender April 20, May 20, at half-past 11 o'clock, at the Bankrupts' Court, Basinghall-street. John Owen, Woolwich, surveyor, April 18, May 20, at 2 o'clock, at the Bankrupts' Court, Basinghall-street. Official Assignee, Mr. Belcher. Francis Carey, Nottingham, hatter, April 15, at 1, May 20, at 12, at the Bankrupts' Court. Official Assignee, Mr. Johnson, Basinghall-street. <box>1313 1152 1575 2169</box>
miscellanea-item: One of the Bombay papers states, in a postscript, that the intelligence had just reached it of Lord Ellenborough having touched at Madras on the 21st February. It was expected his Lordship would arrive at Calcutta about the 1st March. <box>277 398 519 436</box>
column-shoreditch-meeting <box>784 46 1041 2242</box>
miscellanea-item: Poisoning.—A man named Francis Bradley, a native of Ireland, has been committed by the coroner of Manchester for trial, on a charge of poisoning his wife by administering white arsenic. It appeared from the evidence that the deceased was the widow of a soldier, and that she received £3 10s. at her death. <box>277 711 519 759</box>
gaol-paragraph: "That it be proposed that the Council do pass such resolution or resolutions as may be requisite to enable the Council to obtain the sanction of the Secretary of State to the building of a new gaol." <box>533 335 777 373</box>
poem-line: And the theme of their songs in their drunken glee <box>28 186 217 196</box>
poem-line: Is to boast of the honour and glory of the slave. <box>28 196 204 206</box>
poem-line: To sell of the sufferings endured on thy soil; <box>28 215 191 225</box>
divider <box>32 600 244 601</box>
meeting-paragraph: Mr. Morris then rose for the purpose of proposing the National Petition. He did so, because petitioning was the only mode left them to obtain their rights, and, as he trusted the middle class would consider seriously, and co-operate with them. <box>1049 261 1299 299</box>
improvement-paragraph: Mr. H. C. Marshall, in introducing the question, moved that the proceedings be adjourned for some time. He put it in so clear and unintelligible a form, and so precise in the right of the different wards, that the Council was unanimous upon the matter. <box>533 527 777 576</box>
poem-line: The rights of thy sons are by tyrants invaded, <box>28 463 197 473</box>
review-paragraph: The poem is divided into books, each introduced with an argument in prose, and there are copious notes appended, which display very considerable research. We must content ourselves with one more quotation, which will enable our readers to judge of the power of Mr. Montgomery's verse when dealing with the scenes of the Diet of Worms. <box>14 1029 262 1086</box>
miscellanea-item: The Blue Riband, which became vacant on the death of the late Duke of Norfolk, has been conferred upon the Duke of Cleveland. <box>277 82 519 111</box>
column-notices-bankrupts <box>1306 46 1575 2242</box>
miscellanea-item: Caution to the Public.—A vagabond is going about London, pretending to be a glazier; and where he obtains his opportunity he steals the lead and the glass. <box>277 946 519 975</box>
poem-line: Thy peasantry, famous for their forefathers, <box>28 482 190 492</box>
page-number: 3 <box>1549 8 1565 34</box>
heading-proposed-new-gaol: PROPOSED NEW GAOL. <box>604 319 706 329</box>
meeting-body <box>791 190 1035 454</box>
meeting-paragraph: Mr. Brown said, that the time had come to move the adoption, a resolution embodying the six points of the Charter, for which he claimed the support of every honest man in the meeting who desired to see the people free. <box>791 415 1036 454</box>
gaol-body <box>533 335 777 413</box>
gazette-friday: From the London Gazette of Friday, April 8. <box>1352 399 1536 409</box>
epigraph-source: Editor of Northern Star. <box>163 154 252 164</box>
bankrupt-entry: William Hepworth, Cross-Hills, Yorkshire, worsted-spinner, May 2, and May 24, at eleven, at the Court of Bankruptcy. <box>1313 1010 1575 1030</box>
section-heading-reviews: Reviews. <box>89 608 187 633</box>
bankrupt-entry: David Cook, paper-maker, Liverpool, April 25, and May 24, at eleven, at the Clarendon-rooms, Liverpool. <box>1313 990 1575 1010</box>
bankrupts2-label: BANKRUPTS. <box>1416 854 1472 864</box>
miscellanea-body <box>277 82 519 1210</box>
bankrupt-entry: Samuel Cartwright Boult, Warrington, Lancashire, tanner, April 19, May 20, at 11, at the Clarendon-rooms, Liverpool. <box>1313 659 1575 679</box>
improvement-body <box>533 488 777 575</box>
bankrupts2-list <box>1313 871 1575 1152</box>
chest-body <box>533 431 777 469</box>
meeting-paragraph: "That in the opinion of this public vestry, every individual of sound mind, unconvicted of crime, who has attained the age of twenty-one years, and resided for three months in one fixed residence, is entitled to exercise the franchise in electing Members of Parliament; that to give the electors the free use of this power, they must be in possession of the ballot; that to render their representatives subject to the constituencies, Parliaments must be elected annually." <box>1049 94 1299 172</box>
meeting-paragraph: Mr. Frazier, in an address of great length, which was distinguished for the strength and soundness of his arguments, moved an amendment of resolutions, which was seconded by Mr. Brown, and carried unanimously. <box>1049 438 1299 477</box>
poem-line: Thou art Slav'd with oppression, and grief, and distress, <box>28 373 236 383</box>
miscellanea-item: The Morning Post says that the European Powers have made overtures to the Queen of Spain for marriage with a Prince of their own choosing, and that the Spanish Government has intimated that no foreign prince will be acceptable. <box>277 1132 519 1171</box>
meeting-paragraph: Mr. Pickford agreed with every one of the points of the Charter; they had been advocated by one of the deepest thinkers of the age, Jeremy Bentham, and had never been controverted, because truth was incontrovertible; but though he agreed with the Charter, still, in this case, they did not go to the root of the evil. <box>1049 212 1299 260</box>
meeting-paragraph: Mr. Elgar rose and said he was glad to see so large an assembly of the ratepayers of Shoreditch, but he would go further than the resolution, and insist upon the whole of the people being represented in the Commons House of Parliament. <box>791 336 1035 375</box>
miscellanea-item: Sixty Men of the 33rd regiment have volunteered into the 10th regiment, under orders for India, and have marched to join that regiment at Winchester. <box>277 190 519 219</box>
meeting-paragraph: Mr. Woodcock returned thanks in a brief manner, and applauded them for the manly and orderly manner in which the business had been conducted. Thus ended one of the most important meetings ever held in the metropolis. <box>1049 478 1299 516</box>
council-paragraph: The Town Clerk read a letter from John Smith, Esq., the Borough Treasurer, stating, for the information of the Council, that notices, signed by five members, had been served upon him, against the payment of any funds in his possession, of the sum due to Messrs. Barr and Co., for their costs in defending the late actions. <box>533 229 777 287</box>
column-meeting-continued <box>1042 46 1305 2242</box>
poem-line: Are rampant and rife in thy odious laws; <box>28 402 178 411</box>
meeting-paragraph: George Pearce, Esq., (one of the trustees of the parish) seconded the petition in a long and able speech, in which he stated that he was wished by some friends not to second the petition, because the Charter was unpopular with the middle classes. <box>1049 320 1299 359</box>
news-paragraph: Extraordinary Mistake.—On Friday last, a farmer, named Castles, residing within two miles of St. Albans, was going to look at twelve sheep which he had put into a small enclosure, surrounded by a high hedge, and not finding them there he fancied that they had been stolen. <box>533 46 777 94</box>
bankrupt-entry: John Dawson, Sudbury, and William Dawson, Temple-lane, Sudbury, April 25 at one, and May 24, at twelve, at the Court of Bankruptcy. <box>1313 950 1575 969</box>
notice-paragraph: "That, for the better support of the unemployed members of the Building Trades' Societies in this locality, the various societies shall be invited to appoint delegates, to devise permanent means for employing such unemployed members, to act as the Committee may be allowed." <box>1313 117 1575 165</box>
poem-line: And the labouring slave is starved unto death. <box>28 334 200 344</box>
poem-body <box>14 168 262 579</box>
poem-signature <box>14 583 262 593</box>
notice-body <box>1313 78 1575 205</box>
poem-line: Till the League and the lie of the knave be defeated. <box>28 292 222 302</box>
news-paragraph: Mr. Hayward said he thought the proposition of the Council was one which every member of the Council might fairly and properly support, since it was for the purpose of protecting the interests of the ratepayers of the borough against any extravagance. <box>791 105 1035 153</box>
poem-line: Now rule thee whose hands the ploughshare vary carve. <box>28 511 238 521</box>
continued-text-block: "The system of society in England is one of robbery and fraud; the produce of the land is swallowed up by the 'lean kine'—the 'locusts' of the earth, in the shape of tax-imposers and tax-eaters, destroy every green thing. The rent-mongers, the money-mongers, and the profit-mongers, eat up the earth, till there is neither place nor provision for the poor." Old England! they call thee the land of the free, The land of the just, of the virtuous, and brave; And the theme of their songs in their drunken glee Is to boast of the honour and glory of the slave. But ah! they forget while rejoicing their pride, To sell of the sufferings endured on thy soil; And the over-fed idlers unheard a voice denied, To the toiling sons of the earth who toil. But the bard shall strike the lyre, And the tale shall be told, And misery no longer with mockery be treated; To all nations on earth, The great truth shall go forth, Till the League and the lie of the knave be defeated. Old England! their fulsome inhabitants are lies; And to boast of their freedom is wanting of breath. That country is curs'd where industry dies, And the labouring slave is starved unto death. And is it not so,—good Old England, with thee? Bear witness the records that teem from thy press. It is mockery to call thee the Land of the Free— Thou art Slav'd with oppression, and grief, and distress, For class legislation, And plundering taxation, Are rampant and rife in thy odious laws; The producers of wealth They are starved by stealth, And the tyrants privations from whence spring the cause. Old England! 'tis true thou art fall'n and degraded, While rulers thou hast thus enthroned thy power; The rights of thy sons are by tyrants invaded, And their miseries in lives unwept, cycles their hour; Thy peasantry, famous for their forefathers, Are now reduced and left to want and starve. Thy yeomanry, pride of all the land forgotten, Now rule thee whose hands the ploughshare vary carve. Ye men of Great Britain, Who are now doomed to die, How long will you crouch and your free birthrights barter? Up and rouse ye, and claim In your God's holy name, The only hope left ye—your glorious Charter! LUTHER, a Poem, by Robert Montgomery, M.A. Author of the Omnipresence of the Deity, the Messiah, Satan, &c. London: Francis Baisler, 124, Oxford-street; Hamilton, Adams, and Co., 33, Paternoster Row; Tilt and Bogue, 86, Fleet-street. It is seldom that we have risen from the perusal of any work with more pain or more pleasure than we have experienced from this. Knowing the author's clerical and political predilections we expected to find his subject made to serve a particular purpose; and we are glad to see that he has risen above the occasion, and has given us a poem which, whatever may be its faults, is remarkable for its manly freedom and its vigorous enunciation of the great principles of religious liberty. Mr. Montgomery is a poet of a very high order. Few men know better how to touch the nobler chords of feeling, or to excite the deep throbbings of sympathy. Under the magic of his diverse numbers the feelings are made captive, while the judgment becomes dazzled and bewildered by the brilliancy of the imagery and the ardour of his zeal. That a man, with powers so vast, with energies so unwearied, and with sentiments so high, should yet not be able to emancipate himself entirely from the fetters of his party is matter of regret. We do not here refer to the theological errors scattered in various parts of the poem of 'Luther,' directly contrary as some of the dogmas laid down are to the sacred Scriptures, and to the common sense of mankind; they are only such as might fairly be expected from one bred in the schools of the Church, and accustomed to take the current creeds as fundamental truths. This is a noble poem of its kind, and Mr. Montgomery has evidently devoted to it a large portion of his genius and his time. It is a work that will live and be read when many of the productions of the day have passed into oblivion. The opening of the Reformation, the struggles of the great monk, the conflicts of Worms and Wittemberg, and the final triumph of truth are all painted with a master's hand. The author sees in Luther not only the champion of a creed, but the apostle of liberty of conscience; and he has traced with great power the influence of those principles which the Reformer set in motion upon the subsequent history of Europe and of mankind. We give the following extract from the first book, descriptive of the youthful Luther. The poem is divided into books, each introduced with an argument in prose, and there are copious notes appended, which display very considerable research. We must content ourselves with one more quotation, which will enable our readers to judge of the power of Mr. Montgomery's verse when dealing with the scenes of the Diet of Worms. It is a work which we can cordially recommend to all who love poetry and who love liberty; and we shall be glad to see it take the place to which its merits entitle it among the standard works of the English language. "The system of society in England is one of robbery and fraud; the produce of the land is swallowed up by the 'lean kine'—the 'locusts' of the earth, in the shape of tax-imposers and tax-eaters, destroy every green thing. The rent-mongers, the money-mongers, and the profit-mongers, eat up the earth, till there is neither place nor provision for the poor." Old England! they call thee the land of the free, The land of the just, of the virtuous, and brave; And the theme of their songs in their drunken glee Is to boast of the honour and glory of the slave. But ah! they forget while rejoicing their pride, To sell of the sufferings endured on thy soil; And the over-fed idlers unheard a voice denied, To the toiling sons of the earth who toil. But the bard shall strike the lyre, And the tale shall be told, And misery no longer with mockery be treated; To all nations on earth, The great truth shall go forth, Till the League and the lie of the knave be defeated. Old England! their fulsome inhabitants are lies; And to boast of their freedom is wanting of breath. That country is curs'd where industry dies, And the labouring slave is starved unto death. And is it not so,—good Old England, with thee? Bear witness the records that teem from thy press. It is mockery to call thee the Land of the Free— Thou art Slav'd with oppression, and grief, and distress, For class legislation, And plundering taxation, Are rampant and rife in thy odious laws; The producers of wealth They are starved by stealth, And the tyrants privations from whence spring the cause. Old England! 'tis true thou art fall'n and degraded, While rulers thou hast thus enthroned thy power; The rights of thy sons are by tyrants invaded, And their miseries in lives unwept, cycles their hour; Thy peasantry, famous for their forefathers, Are now reduced and left to want and starve. Thy yeomanry, pride of all the land forgotten, Now rule thee whose hands the ploughshare vary carve. <box>14 1126 262 2192</box>
divider <box>551 169 759 170</box>
council-paragraph: An adjourned quarterly meeting of the members of Leeds Town Council was held on Monday last, pursuant to notice, at which there were present the Mayor, the Aldermen, and a numerous body of councillors. <box>533 189 777 228</box>
column-miscellanea <box>270 46 525 2247</box>
miscellanea-item: The first division of the Twenty-ninth Regiment sailed from Gravesend on Saturday, on board the ships Boddam and Elizabeth. The second division embarked on the 15th, in the Thomas Lowry, Glencoe, and Charles Kerr. The regiment has completed its numbers to its new establishment of a thousand rank and file. <box>277 437 519 495</box>
poem-line: How long will you crouch and your free birthrights barter? <box>28 540 247 550</box>
bankrupt-entry: George Carrington, Alton-street, Hyde-park, horse-dealer, April 19, May 20, at 1 o'clock, at the Bankrupts' Court, Basinghall-street. <box>1313 509 1575 529</box>
poem-line: They are starved by stealth, <box>28 421 132 431</box>
poem-line: And the tyrants privations from whence spring the cause. <box>28 430 242 440</box>
miscellanea-item: Dreadful Explosion.—Seventeen Lives Lost.—On Friday evening, between seven and eight o'clock an accident took place on the coal pit worked by Messrs. Swire and Co., at Heywood-field, near Hyde. As soon as it was safe to descend, exertions were made to rescue those who were in the pit. <box>277 1034 519 1082</box>
bankrupts-label: BANKRUPTS. <box>1416 414 1472 424</box>
meeting-paragraph: streets of London as had never before been witnessed; such a demonstration of strength as would prove they were determined no longer to submit to the present tyrannic system. If the people were unanimous, they would give to their Convention such a power as would enable it to crush every vestige of tyranny. <box>1049 46 1299 94</box>
miscellanea-item: Alarming Fire.—A disastrous fire broke out at Derby at an early hour on Saturday morning last, and destroyed a great portion of the extensive silk mill belonging to Messrs. Bridgett and Co. The loss is estimated at several thousand pounds. <box>277 1171 519 1210</box>
poem-line: It is mockery to call thee the Land of the Free— <box>28 363 206 373</box>
meeting-paragraph: Mr. Dyson was called upon to move the first resolution. He was sincerely desirous of abolishing that system of class legislation, which shackled and fettered the industry of the country. By class legislation, he meant that system of Government where the laws were framed for the benefit of particular classes. <box>791 287 1035 336</box>
notice-paragraph: You are, therefore, requested, for the accomplishment of this laudable object, to send delegates to a meeting, which will be held on Thursday evening, April 21st, at seven o'clock precisely, at the Royal George, George-street, Sloane-square. <box>1313 166 1575 205</box>
bankrupt-entry: John Nichols, Lamb's Conduit-street, Middlesex, builder, April 29, at half-past eleven, and May 24, at eleven, at the Court of Bankruptcy. <box>1313 900 1575 919</box>
miscellanea-item: An honest farmer, who was at an agricultural show dinner, where the late Duke of Buccleuch was in the chair, and a report of the meeting was made, said, on giving Wellington, another Graham, a third Lord Hill, and so on, until when it came to his turn he gave 'the health of Mrs. Clark.' <box>277 848 519 896</box>
review-paragraph: It is a work which we can cordially recommend to all who love poetry and who love liberty; and we shall be glad to see it take the place to which its merits entitle it among the standard works of the English language. <box>14 1087 262 1126</box>
divider <box>1331 832 1557 833</box>
notice-secretary: G. JACKSON, Secretary. <box>1480 216 1569 226</box>
poem-line: Old England! 'tis true thou art fall'n and degraded, <box>28 444 217 454</box>
poem-line: Old England! they call thee the land of the free, <box>28 167 206 177</box>
signature-place: Manchester. <box>14 582 60 592</box>
miscellanea-item: Louis Philippe has been unwell: he had a cold on Monday, and kept his chamber; but he resumed his usual habits on Tuesday. There have been rumours in London that the King is troubled with some physical complaint. <box>277 111 519 150</box>
divider <box>1331 232 1557 233</box>
miscellanea-item: An Unfortunate Man.—On Thursday last, some boys who were amusing themselves by sparrow-shooting, fired at some birds in a shed which was on a farm belonging to the Duke of Norfolk, at Fakenham, and one of the shots lodged in the back of a man who was asleep there. <box>277 897 519 945</box>
bankrupt-entry: Edmund Allgood Blakelock, law-stationer, Pall-mall, Middlesex, to surrender April 21, at one, and May 24, at eleven, at the Court of Bankruptcy. <box>1313 870 1575 899</box>
miscellanea-item: The Ship Viscount Melbourne, Capt. M'Kenzie, was lost on the 5th February, on the Luconia shoal. No lives were lost. <box>277 220 519 239</box>
poem-line: But ah! they forget while rejoicing their pride, <box>28 206 200 216</box>
review-title: LUTHER, a Poem, by Robert Montgomery, M.A. Author of the Omnipresence of the Deity, the Messiah, Satan, &c. London: Francis Baisler, 124, Oxford-street; Hamilton, Adams, and Co., 33, Paternoster Row; Tilt and Bogue, 86, Fleet-street. <box>14 639 262 678</box>
miscellanea-item: Emigration for America.—Last week the Stirling left the port of Dundee for New York, with 170 passengers. This week two more have sailed for Canada with passengers and goods, the Apollo and Emma—the former with 10 and the latter with 186 passengers on board. <box>277 799 519 847</box>
poem-line: Who are now doomed to die, <box>28 530 135 540</box>
meeting-paragraph: The above meeting was held on Wednesday evening week, at the Vestry-room of St. Leonard's, Shoreditch; the Senior Churchwarden, Mr. Woodcock, was called to the chair, and the Vestry Clerk having read the requisition, which was numerously and respectably signed, calling upon the inhabitants to meet and take into consideration the Bills now pending before Parliament. <box>791 189 1035 247</box>
poem-line: And the over-fed idlers unheard a voice denied, <box>28 225 205 235</box>
bankrupt-entry: James Cole, Kettering, Northamptonshire, woolstapler, May 2, at 11, May 20, at 2, at the George Inn, Kettering. <box>1313 720 1575 740</box>
poem-line: And their miseries in lives unwept, cycles their hour; <box>28 473 225 483</box>
miscellanea-item: It is said that among the Earl of Munster's papers one has been found addressed to the Queen, requesting that the sum hitherto granted to his children be continued from the Privy Purse as that which he enjoyed. <box>277 270 519 309</box>
poem-line: Old England! their fulsome inhabitants are lies; <box>28 306 205 316</box>
column4-opening <box>791 46 1035 154</box>
divider <box>1331 360 1557 361</box>
poem-line: To all nations on earth, <box>28 273 114 283</box>
miscellanea-item: Value of Land at Sydney.—The Broughton estate, lately brought to the hammer, realised £12,000, or thereabouts, at the rate of £52 per foot. <box>277 240 519 269</box>
masthead <box>0 8 1587 40</box>
poem-line: To the toiling sons of the earth who toil. <box>28 234 176 244</box>
poem-line: But the bard shall strike the lyre, <box>28 244 152 254</box>
news-paragraph: Fatal Railway Accident.—On Friday afternoon, between three and four o'clock, an accident, attended with loss of life, occurred upon the Eastern Counties Railway, near Stratford. The train was proceeding at the usual speed when the engine ran off the line. <box>533 94 777 133</box>
bankrupt-entry: William Dorsay, Bristol, grocer, April 22, and May 24, at twelve, at the Commercial-rooms, Bristol. <box>1313 1091 1575 1111</box>
bankrupt-entry: William Hesketh, Liverpool, wine-merchant, April 25, May 20, at 1, at the Clarendon-rooms, Liverpool. <box>1313 740 1575 760</box>
miscellanea-item: Mr. Yates, the popular manager of the Adelphi Theatre, is lying ill at Morrison's Hotel, in Dublin, having broken a blood-vessel in a fit of sea-sickness on the passage across the Irish Channel. <box>277 151 519 189</box>
section-heading-bankrupts: Bankrupts, &c. <box>1359 368 1529 393</box>
meeting-paragraph: Mr. Brown explained, and in an able manner showed that no danger was to be apprehended from the masses having political power, proper education being given. <box>1049 408 1299 438</box>
notice-chairman: R. STEPHENSON, Chairman. <box>1460 206 1569 216</box>
newspaper-title: THE NORTHERN STAR. <box>581 8 1006 33</box>
review-paragraph: Mr. Montgomery is a poet of a very high order. Few men know better how to touch the nobler chords of feeling, or to excite the deep throbbings of sympathy. Under the magic of his diverse numbers the feelings are made captive, while the judgment becomes dazzled and bewildered by the brilliancy of the imagery and the ardour of his zeal. That a man, with powers so vast, with energies so unwearied, and with sentiments so high, should yet not be able to emancipate himself entirely from the fetters of his party is matter of regret. <box>14 756 262 843</box>
review-paragraph: We do not here refer to the theological errors scattered in various parts of the poem of 'Luther,' directly contrary as some of the dogmas laid down are to the sacred Scriptures, and to the common sense of mankind; they are only such as might fairly be expected from one bred in the schools of the Church, and accustomed to take the current creeds as fundamental truths. <box>14 843 262 901</box>
continued-text-block: The Blue Riband, which became vacant on the death of the late Duke of Norfolk, has been conferred upon the Duke of Cleveland. Louis Philippe has been unwell: he had a cold on Monday, and kept his chamber; but he resumed his usual habits on Tuesday. There have been rumours in London that the King is troubled with some physical complaint. Mr. Yates, the popular manager of the Adelphi Theatre, is lying ill at Morrison's Hotel, in Dublin, having broken a blood-vessel in a fit of sea-sickness on the passage across the Irish Channel. Sixty Men of the 33rd regiment have volunteered into the 10th regiment, under orders for India, and have marched to join that regiment at Winchester. The Ship Viscount Melbourne, Capt. M'Kenzie, was lost on the 5th February, on the Luconia shoal. No lives were lost. Value of Land at Sydney.—The Broughton estate, lately brought to the hammer, realised £12,000, or thereabouts, at the rate of £52 per foot. It is said that among the Earl of Munster's papers one has been found addressed to the Queen, requesting that the sum hitherto granted to his children be continued from the Privy Purse as that which he enjoyed. Curious Custom.—An old custom is still carried on in a parish or two in the county of Worcester, viz., that of the clerk, or crier, publicly announcing sales of household furniture, &c., at the doors of the church, immediately after divine service, on Sundays.—Worcester Herald. We have heard that Lord Belhaven will now cease to represent her Majesty in the meetings of the General Assembly, and that either Lord Arbuthnot or Lord Strathallan will be the new Lord High Commissioner.—Glasgow Courier. One of the Bombay papers states, in a postscript, that the intelligence had just reached it of Lord Ellenborough having touched at Madras on the 21st February. It was expected his Lordship would arrive at Calcutta about the 1st March. The first division of the Twenty-ninth Regiment sailed from Gravesend on Saturday, on board the ships Boddam and Elizabeth. The second division embarked on the 15th, in the Thomas Lowry, Glencoe, and Charles Kerr. The regiment has completed its numbers to its new establishment of a thousand rank and file. On the authority of a Berlin correspondent, whose information, derived through letters from Moscow, great reliance is placed, the Times states that the Shah of Persia has sent proposals to Herat at the head of 60,000 men; and that Russia has furnished a subsidy of 2,000,000 roubles in order to enable the Shah to make the movement. At the Norwich Assizes, Anne Burn was found guilty of falsely accusing one Daniel Durrant of having committed an assault upon her person, whereby he was transported for life; and Anne Burn has been sentenced to be transported for life, and to leave in the hulks. Sentence will be passed on the woman in the Court of Queen's Bench. Amsterdam, April 4.—There was picked up a few days ago on the Drove Wijk, a bottle containing two letters, not sealed, one written on the 3rd of March by Captain Thomsen, of the ship Bowsden. The water had got into the bottle, and the writing was but partially legible. The French army in Africa amounted, in 1841, to 74,000 men, and the expense of the army was 70,000,000 of francs; this year the force will be augmented to 81,000 men, and the estimates to 85,000,000. It appears from Marshal Soult's declaration that there is no hope of a diminution. Poisoning.—A man named Francis Bradley, a native of Ireland, has been committed by the coroner of Manchester for trial, on a charge of poisoning his wife by administering white arsenic. It appeared from the evidence that the deceased was the widow of a soldier, and that she received £3 10s. at her death. Mr. Hulkington, the Inkeeper, has received this week a superb gold medal from the King of the French, as a testimony of his services in relieving the shipwrecked mariners of the French vessel which was lost off his coast during the winter. Emigration for America.—Last week the Stirling left the port of Dundee for New York, with 170 passengers. This week two more have sailed for Canada with passengers and goods, the Apollo and Emma—the former with 10 and the latter with 186 passengers on board. An honest farmer, who was at an agricultural show dinner, where the late Duke of Buccleuch was in the chair, and a report of the meeting was made, said, on giving Wellington, another Graham, a third Lord Hill, and so on, until when it came to his turn he gave 'the health of Mrs. Clark.' An Unfortunate Man.—On Thursday last, some boys who were amusing themselves by sparrow-shooting, fired at some birds in a shed which was on a farm belonging to the Duke of Norfolk, at Fakenham, and one of the shots lodged in the back of a man who was asleep there. Caution to the Public.—A vagabond is going about London, pretending to be a glazier; and where he obtains his opportunity he steals the lead and the glass. The Lord Mayor of Dublin, Mr. O'Connell, presented, on Saturday, to the Queen, at Buckingham Palace, an address of congratulation on the birth of the Prince of Wales, from the Corporation of the City of Dublin. His Lordship passed through the lines of the Guard and was received with all the honours of his office. Dreadful Explosion.—Seventeen Lives Lost.—On Friday evening, between seven and eight o'clock an accident took place on the coal pit worked by Messrs. Swire and Co., at Heywood-field, near Hyde. As soon as it was safe to descend, exertions were made to rescue those who were in the pit. The Elixir Vitæ.—"The study of alchemy was a favourite pursuit of many of the old chemists and philosophers, but all their theories and abstruse speculations, their fires, retorts, recipes, and crucibles ended in smoke, and their wild visions of riches in a vanishing dream." The Morning Post says that the European Powers have made overtures to the Queen of Spain for marriage with a Prince of their own choosing, and that the Spanish Government has intimated that no foreign prince will be acceptable. Alarming Fire.—A disastrous fire broke out at Derby at an early hour on Saturday morning last, and destroyed a great portion of the extensive silk mill belonging to Messrs. Bridgett and Co. The loss is estimated at several thousand pounds. The Blue Riband, which became vacant on the death of the late Duke of Norfolk, has been conferred upon the Duke of Cleveland. Louis Philippe has been unwell: he had a cold on Monday, and kept his chamber; but he resumed his usual habits on Tuesday. There have been rumours in London that the King is troubled with some physical complaint. <box>277 1211 520 2247</box>
poem-line: While rulers thou hast thus enthroned thy power; <box>28 453 212 463</box>
